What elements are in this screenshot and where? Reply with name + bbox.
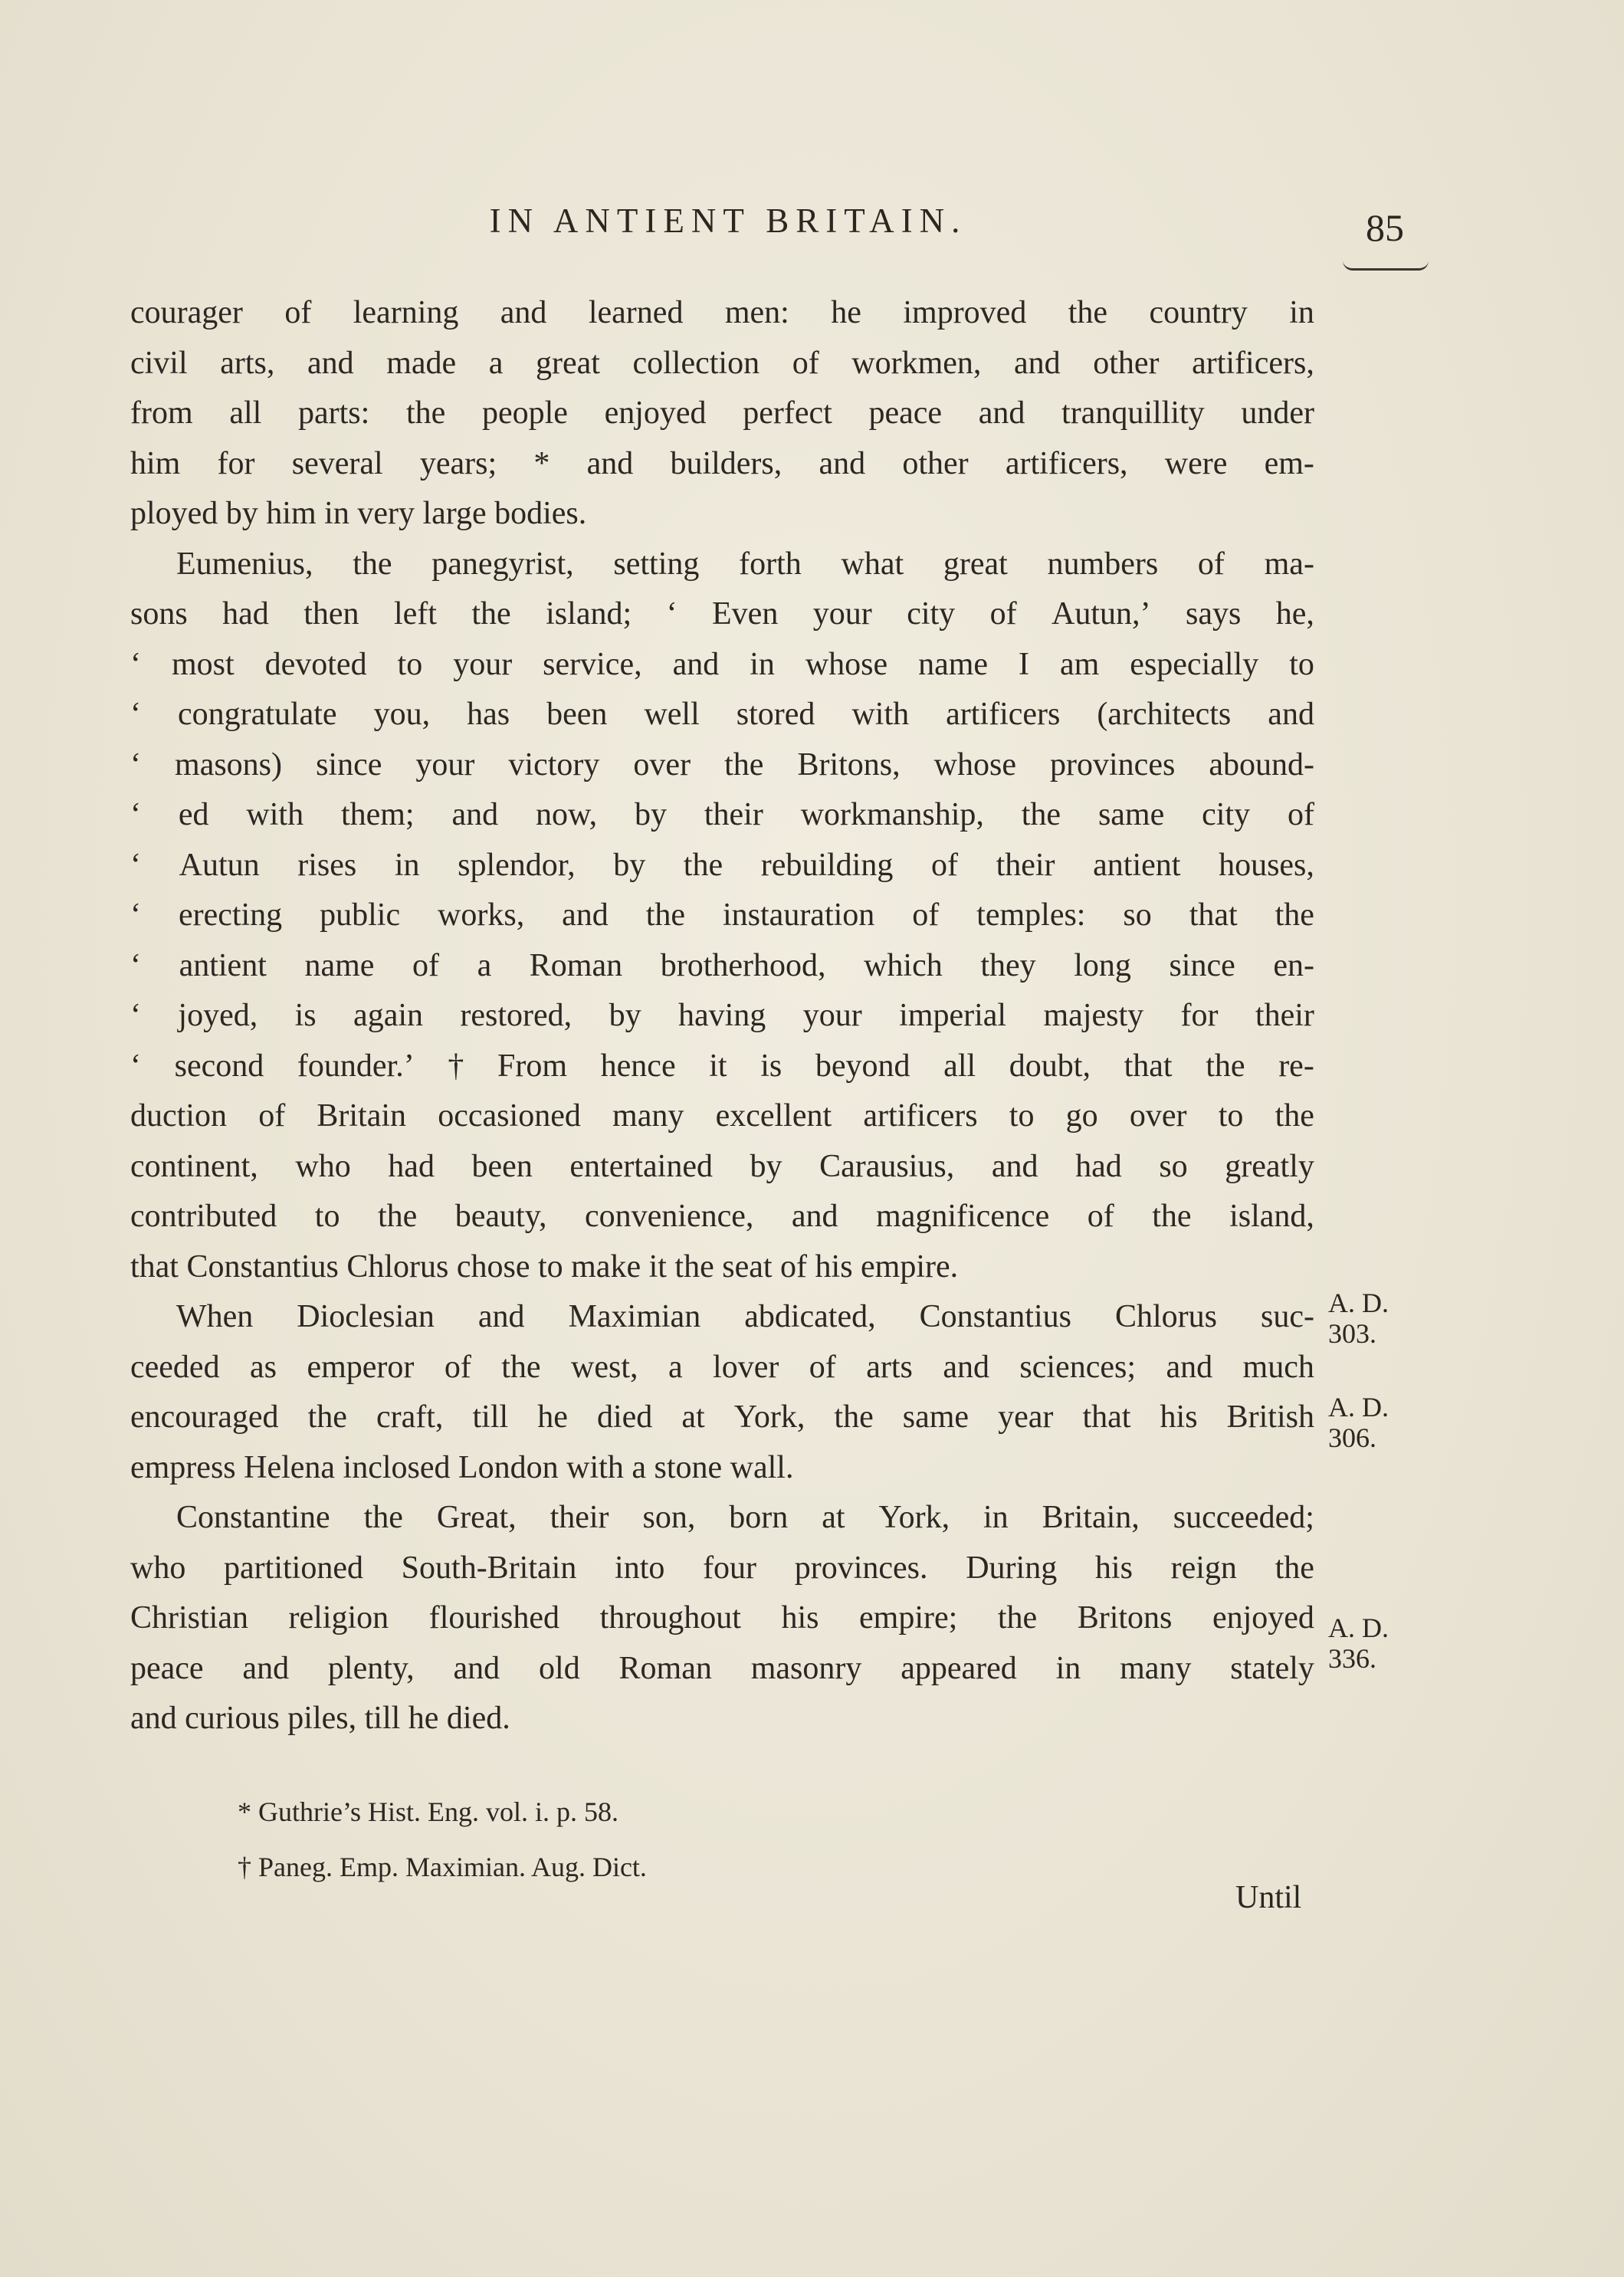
quote-line: ‘ second founder.’ † From hence it is beyond all doubt, that the re-	[130, 1048, 1314, 1084]
paragraph-start-line: Constantine the Great, their son, born at York, in Britain, succeeded;	[176, 1500, 1314, 1535]
margin-date-label: A. D.	[1328, 1392, 1389, 1422]
quote-line: ‘ antient name of a Roman brotherhood, which they long since en-	[130, 947, 1314, 983]
text-line: empress Helena inclosed London with a stone wall.	[130, 1449, 794, 1485]
text-line: who partitioned South-Britain into four provinces. During his reign the	[130, 1550, 1314, 1586]
footnote-dagger: † Paneg. Emp. Maximian. Aug. Dict.	[238, 1852, 647, 1882]
margin-date-year: 336.	[1328, 1643, 1376, 1674]
margin-date-year: 306.	[1328, 1422, 1376, 1453]
quote-line: ‘ erecting public works, and the instauration of temples: so that the	[130, 897, 1314, 933]
text-line: and curious piles, till he died.	[130, 1701, 510, 1736]
text-line: encouraged the craft, till he died at York, the same year that his British	[130, 1399, 1314, 1435]
page-number-flourish	[1343, 261, 1429, 271]
text-line: courager of learning and learned men: he improved the country in	[130, 295, 1314, 330]
quote-line: ‘ ed with them; and now, by their workmanship, the same city of	[130, 797, 1314, 832]
text-line: sons had then left the island; ‘ Even your city of Autun,’ says he,	[130, 596, 1314, 632]
quote-line: ‘ congratulate you, has been well stored with artificers (architects and	[130, 697, 1314, 732]
margin-date-336	[1328, 1613, 1389, 1674]
text-line: duction of Britain occasioned many excellent artificers to go over to the	[130, 1098, 1314, 1134]
margin-date-303	[1328, 1288, 1389, 1349]
text-line: civil arts, and made a great collection of workmen, and other artificers,	[130, 345, 1314, 381]
margin-date-label: A. D.	[1328, 1288, 1389, 1318]
text-line: him for several years; * and builders, and other artificers, were em-	[130, 445, 1314, 481]
running-head: IN ANTIENT BRITAIN.	[489, 202, 967, 240]
text-line: that Constantius Chlorus chose to make it the seat of his empire.	[130, 1248, 959, 1285]
body-text	[130, 288, 1314, 1744]
page-number: 85	[1366, 206, 1404, 249]
text-line: from all parts: the people enjoyed perfect peace and tranquillity under	[130, 395, 1314, 431]
text-line: contributed to the beauty, convenience, and magnificence of the island,	[130, 1199, 1314, 1234]
paragraph-start-line: When Dioclesian and Maximian abdicated, Constantius Chlorus suc-	[176, 1299, 1314, 1334]
catchword: Until	[1235, 1880, 1302, 1915]
text-line: continent, who had been entertained by Carausius, and had so greatly	[130, 1148, 1314, 1184]
footnotes	[238, 1784, 647, 1895]
quote-line: ‘ masons) since your victory over the Britons, whose provinces abound-	[130, 746, 1314, 783]
margin-date-year: 303.	[1328, 1318, 1376, 1349]
quote-line: ‘ Autun rises in splendor, by the rebuilding of their antient houses,	[130, 847, 1314, 883]
footnote-asterisk: * Guthrie’s Hist. Eng. vol. i. p. 58.	[238, 1796, 618, 1827]
paragraph-start-line: Eumenius, the panegyrist, setting forth what great numbers of ma-	[176, 546, 1314, 582]
quote-line: ‘ joyed, is again restored, by having your imperial majesty for their	[130, 998, 1314, 1033]
text-line: peace and plenty, and old Roman masonry appeared in many stately	[130, 1650, 1314, 1686]
margin-date-label: A. D.	[1328, 1613, 1389, 1643]
text-line: ployed by him in very large bodies.	[130, 496, 587, 531]
text-line: Christian religion flourished throughout his empire; the Britons enjoyed	[130, 1600, 1314, 1636]
text-line: ceeded as emperor of the west, a lover of arts and sciences; and much	[130, 1349, 1314, 1385]
quote-line: ‘ most devoted to your service, and in whose name I am especially to	[130, 646, 1314, 682]
margin-date-306	[1328, 1392, 1389, 1453]
